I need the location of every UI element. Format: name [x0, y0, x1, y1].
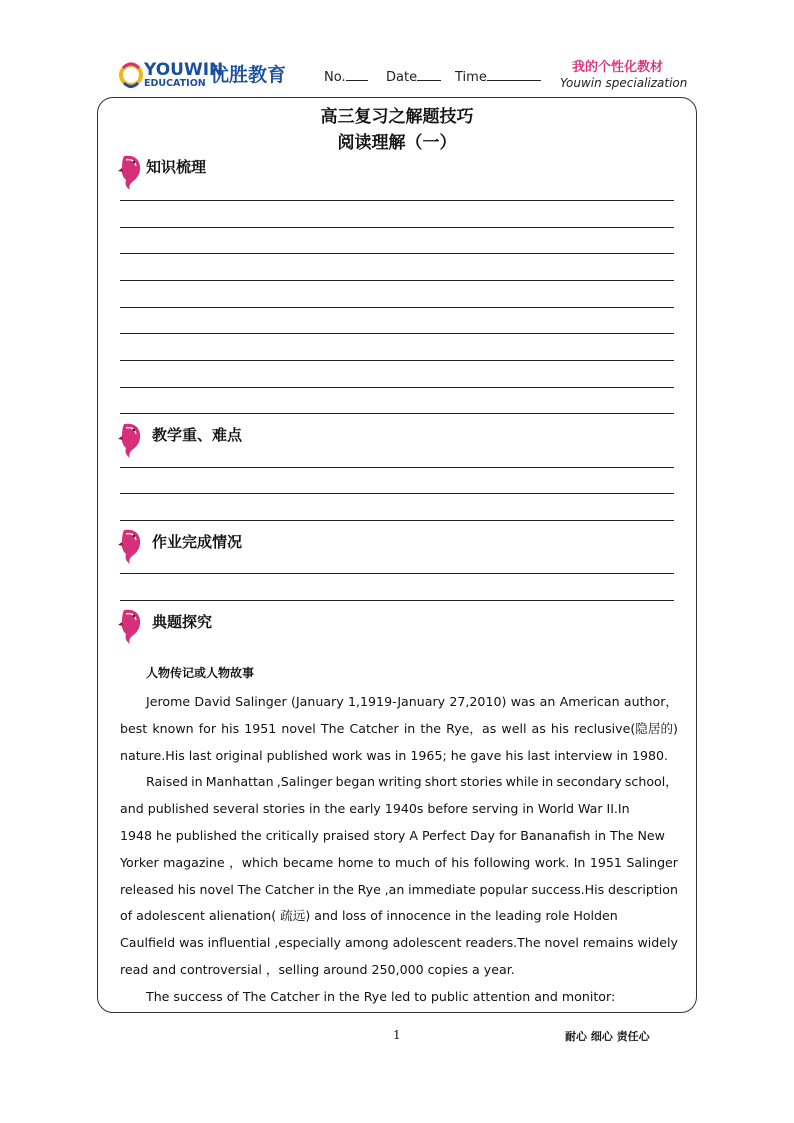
section-title-examples: 典题探究 [152, 613, 213, 631]
passage-line: Yorker magazine ，which became home to much of his following work. In 1951 Salinger [120, 854, 678, 870]
dolphin-icon [118, 152, 144, 192]
date-field [386, 70, 441, 85]
answer-line[interactable] [120, 307, 674, 308]
answer-line[interactable] [120, 520, 674, 521]
passage-line: best known for his 1951 novel The Catcher in the Rye，as well as his reclusive(隐居的) [120, 720, 678, 736]
answer-line[interactable] [120, 467, 674, 468]
section-title-knowledge: 知识梳理 [146, 158, 207, 176]
passage-line: 1948 he published the critically praised story A Perfect Day for Bananafish in The New [120, 827, 665, 843]
page-subtitle: 阅读理解（一） [337, 133, 457, 153]
date-blank[interactable] [417, 70, 441, 81]
number-label: No. [324, 70, 346, 85]
reading-passage [120, 689, 678, 1011]
logo-text: YOUWIN [144, 60, 224, 80]
logo-subtext: EDUCATION [144, 78, 206, 89]
section-title-key-points: 教学重、难点 [152, 426, 243, 444]
slogan-english: Youwin specialization [560, 76, 688, 90]
passage-line: and published several stories in the early 1940s before serving in World War II.In [120, 801, 630, 817]
time-field [455, 70, 541, 85]
passage-line: read and controversial ，selling around 250,000 copies a year. [120, 961, 515, 977]
passage-line: Raised in Manhattan ,Salinger began writing short stories while in secondary school， [146, 774, 678, 790]
answer-line[interactable] [120, 360, 674, 361]
answer-line[interactable] [120, 200, 674, 201]
passage-line: Jerome David Salinger (January 1,1919-January 27,2010) was an American author， [146, 694, 678, 709]
passage-subtitle: 人物传记或人物故事 [146, 666, 255, 680]
page-number: 1 [393, 1028, 401, 1042]
logo-chinese: 优胜教育 [210, 64, 287, 86]
answer-line[interactable] [120, 600, 674, 601]
time-label: Time [455, 70, 487, 85]
passage-line: Caulfield was influential ,especially among adolescent readers.The novel remains widely [120, 935, 678, 951]
page-title: 高三复习之解题技巧 [320, 107, 474, 127]
answer-line[interactable] [120, 387, 674, 388]
passage-line: released his novel The Catcher in the Rye ,an immediate popular success.His description [120, 881, 678, 897]
logo [118, 56, 298, 96]
date-label: Date [386, 70, 418, 85]
answer-line[interactable] [120, 253, 674, 254]
passage-line: of adolescent alienation( 疏远) and loss of innocence in the leading role Holden [120, 908, 618, 924]
passage-line: nature.His last original published work was in 1965; he gave his last interview in 1980. [120, 747, 668, 763]
page-header [0, 0, 794, 100]
slogan-chinese: 我的个性化教材 [572, 60, 664, 75]
answer-line[interactable] [120, 333, 674, 334]
answer-line[interactable] [120, 227, 674, 228]
passage-line: The success of The Catcher in the Rye led to public attention and monitor: [146, 988, 616, 1004]
number-field [324, 70, 368, 85]
dolphin-icon [118, 606, 144, 646]
footer-motto: 耐心 细心 责任心 [565, 1030, 650, 1043]
answer-line[interactable] [120, 493, 674, 494]
time-blank[interactable] [487, 70, 541, 81]
dolphin-icon [118, 526, 144, 566]
answer-line[interactable] [120, 280, 674, 281]
answer-line[interactable] [120, 573, 674, 574]
dolphin-icon [118, 420, 144, 460]
number-blank[interactable] [346, 70, 368, 81]
answer-line[interactable] [120, 413, 674, 414]
logo-swirl-icon [118, 58, 144, 92]
section-title-homework: 作业完成情况 [152, 533, 243, 551]
